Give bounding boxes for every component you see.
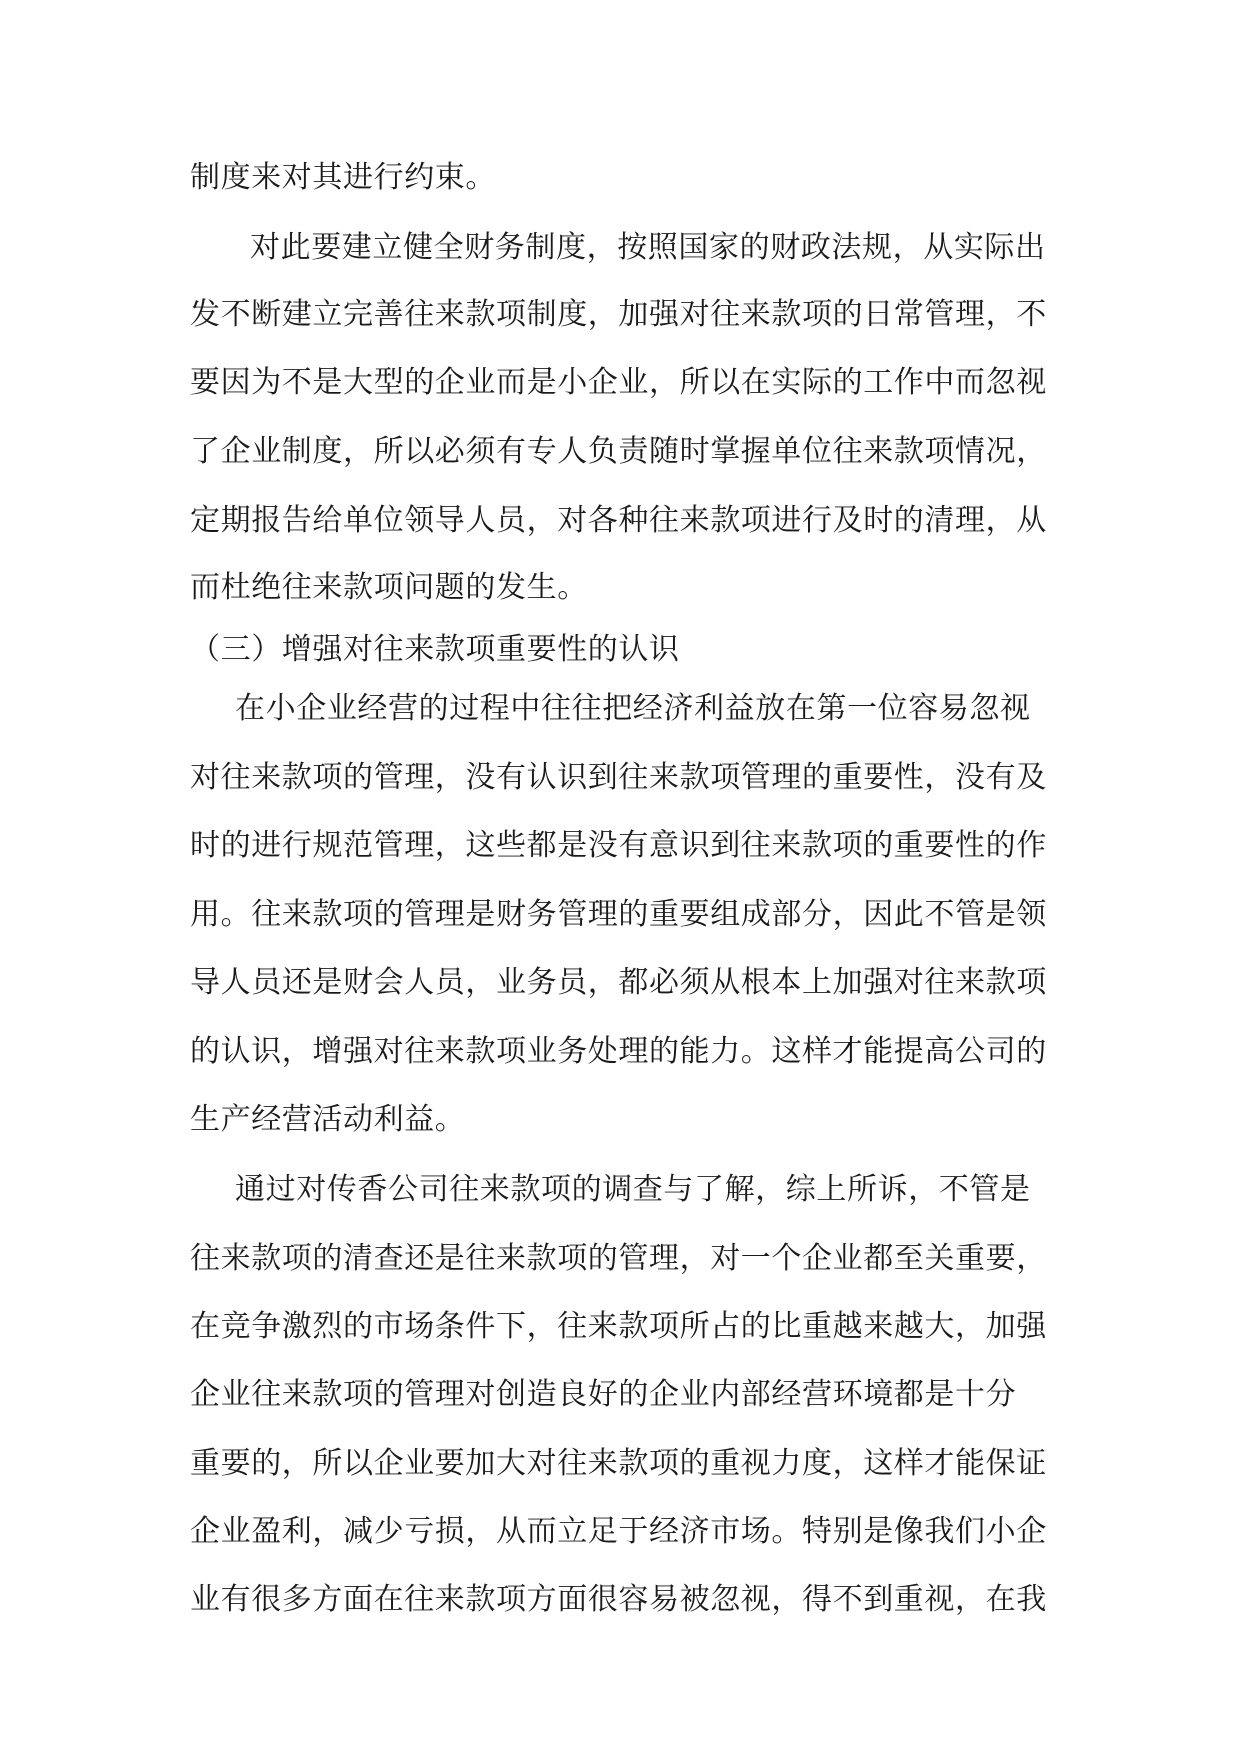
- text-line: 要因为不是大型的企业而是小企业，所以在实际的工作中而忽视: [190, 365, 1047, 400]
- text-line: 用。往来款项的管理是财务管理的重要组成部分，因此不管是领: [190, 897, 1047, 932]
- paragraph-first-line: 通过对传香公司往来款项的调查与了解，综上所诉，不管是: [235, 1172, 1031, 1207]
- paragraph-first-line: 对此要建立健全财务制度，按照国家的财政法规，从实际出: [250, 230, 1046, 265]
- text-line: 在竞争激烈的市场条件下，往来款项所占的比重越来越大，加强: [190, 1309, 1047, 1344]
- paragraph-first-line: 在小企业经营的过程中往往把经济利益放在第一位容易忽视: [235, 691, 1031, 726]
- text-line: 时的进行规范管理，这些都是没有意识到往来款项的重要性的作: [190, 828, 1047, 863]
- text-line: 制度来对其进行约束。: [190, 160, 496, 195]
- text-line: 导人员还是财会人员，业务员，都必须从根本上加强对往来款项: [190, 965, 1047, 1000]
- text-line: 的认识，增强对往来款项业务处理的能力。这样才能提高公司的: [190, 1034, 1047, 1069]
- text-line: 了企业制度，所以必须有专人负责随时掌握单位往来款项情况，: [190, 434, 1047, 469]
- text-line: 发不断建立完善往来款项制度，加强对往来款项的日常管理，不: [190, 297, 1047, 332]
- text-line: 重要的，所以企业要加大对往来款项的重视力度，这样才能保证: [190, 1446, 1047, 1481]
- text-line: 企业往来款项的管理对创造良好的企业内部经营环境都是十分: [190, 1377, 1017, 1412]
- text-line: 业有很多方面在往来款项方面很容易被忽视，得不到重视，在我: [190, 1582, 1047, 1617]
- text-line: 对往来款项的管理，没有认识到往来款项管理的重要性，没有及: [190, 760, 1047, 795]
- text-line: 而杜绝往来款项问题的发生。: [190, 570, 588, 605]
- section-heading: （三）增强对往来款项重要性的认识: [190, 632, 680, 667]
- text-line: 生产经营活动利益。: [190, 1102, 466, 1137]
- text-line: 定期报告给单位领导人员，对各种往来款项进行及时的清理，从: [190, 503, 1047, 538]
- text-line: 企业盈利，减少亏损，从而立足于经济市场。特别是像我们小企: [190, 1514, 1047, 1549]
- text-line: 往来款项的清查还是往来款项的管理，对一个企业都至关重要，: [190, 1241, 1047, 1276]
